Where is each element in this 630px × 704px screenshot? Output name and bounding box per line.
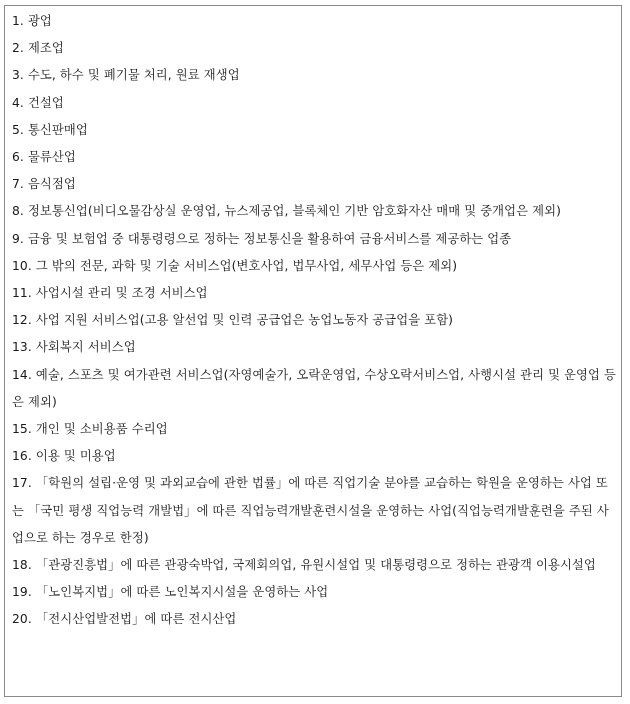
list-item: 18. 「관광진흥법」에 따른 관광숙박업, 국제회의업, 유원시설업 및 대통령령으로 정하는 관광객 이용시설업 [12,558,596,573]
list-item: 14. 예술, 스포츠 및 여가관련 서비스업(자영예술가, 오락운영업, 수상오락서비스업, 사행시설 관리 및 운영업 등은 제외) [12,367,616,409]
list-item: 20. 「전시산업발전법」에 따른 전시산업 [12,612,237,627]
list-item: 17. 「학원의 설립·운영 및 과외교습에 관한 법률」에 따른 직업기술 분야를 교습하는 학원을 운영하는 사업 또는 「국민 평생 직업능력 개발법」에 따른 직업능력개발훈련시설을 운영하는 사업(직업능력개발훈련을 주된 사업으로 하는 경우로 한정) [12,476,609,545]
list-item: 12. 사업 지원 서비스업(고용 알선업 및 인력 공급업은 농업노동자 공급업을 포함) [12,313,454,328]
list-item: 11. 사업시설 관리 및 조경 서비스업 [12,286,208,301]
list-item: 2. 제조업 [12,41,64,56]
list-item: 8. 정보통신업(비디오물감상실 운영업, 뉴스제공업, 블록체인 기반 암호화자산 매매 및 중개업은 제외) [12,204,561,219]
list-item: 4. 건설업 [12,95,64,110]
list-item: 3. 수도, 하수 및 폐기물 처리, 원료 재생업 [12,68,240,83]
list-item: 9. 금융 및 보험업 중 대통령령으로 정하는 정보통신을 활용하여 금융서비스를 제공하는 업종 [12,231,512,246]
list-item: 13. 사회복지 서비스업 [12,340,136,355]
list-item: 19. 「노인복지법」에 따른 노인복지시설을 운영하는 사업 [12,585,329,600]
list-item: 5. 통신판매업 [12,122,88,137]
list-item: 15. 개인 및 소비용품 수리업 [12,422,168,437]
list-item: 7. 음식점업 [12,177,76,192]
list-item: 10. 그 밖의 전문, 과학 및 기술 서비스업(변호사업, 법무사업, 세무사업 등은 제외) [12,258,458,273]
list-item: 16. 이용 및 미용업 [12,449,116,464]
industry-list [12,8,616,634]
list-item: 6. 물류산업 [12,150,76,165]
list-item: 1. 광업 [12,14,52,28]
document-frame [4,5,622,697]
